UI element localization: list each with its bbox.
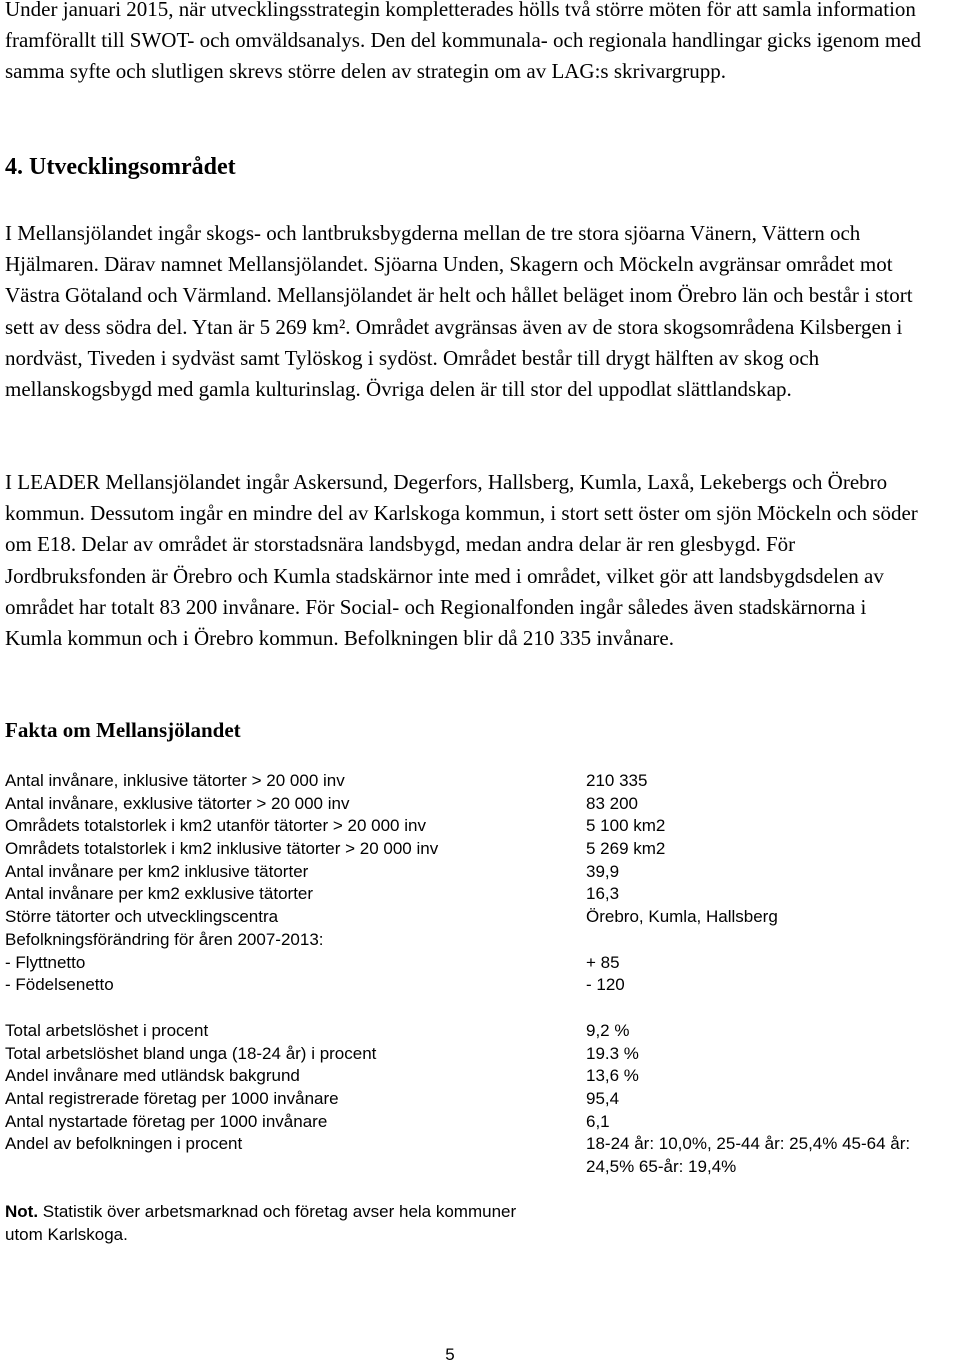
fact-label: Total arbetslöshet i procent [5,1021,209,1040]
fact-value: 9,2 % [586,1021,630,1040]
facts-heading: Fakta om Mellansjölandet [5,718,241,742]
fact-value: 18-24 år: 10,0%, 25-44 år: 25,4% 45-64 år: 24,5% 65-år: 19,4% [586,1134,911,1177]
fact-row [5,1065,960,1088]
fact-value: 39,9 [586,861,620,881]
fact-value: 19.3 % [586,1043,639,1063]
fact-value: 13,6 % [586,1066,639,1086]
fact-row [5,974,960,997]
fact-label: Befolkningsförändring för åren 2007-2013: [5,929,324,949]
fact-row [5,861,960,884]
fact-row [5,883,960,906]
fact-label: Antal registrerade företag per 1000 invånare [5,1089,339,1109]
fact-label: Större tätorter och utvecklingscentra [5,907,279,927]
fact-label: Total arbetslöshet bland unga (18-24 år) i procent [5,1043,377,1063]
fact-row [5,952,960,975]
area-paragraph: I Mellansjölandet ingår skogs- och lantbruksbygderna mellan de tre stora sjöarna Vänern, Vättern och Hjälmaren. Därav namnet Mellansjölandet. Sjöarna Unden, Skagern och Möckeln avgränsar området mot Västra Götaland och Värmland. Mellansjölandet är helt och hållet beläget inom Örebro län och består i stort sett av dess södra del. Ytan är 5 269 km². Området avgränsas även av de stora skogsområdena Kilsbergen i nordväst, Tiveden i sydväst samt Tylöskog i sydöst. Området består till drygt hälften av skog och mellanskogsbygd med gamla kulturinslag. Övriga delen är till stor del uppodlat slättlandskap. [5,221,913,402]
fact-row [5,929,960,952]
fact-label: Antal invånare, inklusive tätorter > 20 000 inv [5,771,345,790]
fact-row [5,1088,960,1111]
fact-value: Örebro, Kumla, Hallsberg [586,907,778,927]
fact-value: 210 335 [586,771,648,790]
fact-row [5,815,960,838]
fact-row [5,1043,960,1066]
fact-label: Antal invånare per km2 inklusive tätorter [5,861,309,881]
footnote [5,1201,525,1246]
footnote-text: Statistik över arbetsmarknad och företag avser hela kommuner utom Karlskoga. [5,1202,517,1244]
facts-table-economy [5,1020,960,1179]
fact-label: Antal invånare per km2 exklusive tätorter [5,884,314,904]
fact-label: - Flyttnetto [5,952,86,972]
fact-value: 83 200 [586,793,638,813]
fact-label: Andel invånare med utländsk bakgrund [5,1066,300,1086]
fact-value: 5 100 km2 [586,816,666,836]
fact-value: 95,4 [586,1089,620,1109]
fact-label: Områdets totalstorlek i km2 utanför tätorter > 20 000 inv [5,816,426,836]
fact-row [5,838,960,861]
fact-row [5,1020,960,1043]
fact-row [5,793,960,816]
fact-value: 5 269 km2 [586,839,666,859]
page-number: 5 [445,1345,455,1364]
intro-paragraph: Under januari 2015, när utvecklingsstrategin kompletterades hölls två större möten för att samla information framförallt till SWOT- och omväldsanalys. Den del kommunala- och regionala handlingar gicks igenom med samma syfte och slutligen skrevs större delen av strategin om av LAG:s skrivargrupp. [5,0,921,84]
fact-value: 16,3 [586,884,620,904]
fact-row [5,1133,960,1178]
fact-value: 6,1 [586,1111,610,1131]
section-heading: 4. Utvecklingsområdet [5,154,236,180]
fact-label: Områdets totalstorlek i km2 inklusive tätorter > 20 000 inv [5,839,439,859]
fact-row [5,770,960,793]
fact-row [5,906,960,929]
fact-label: Andel av befolkningen i procent [5,1134,243,1154]
fact-row [5,1111,960,1134]
leader-paragraph: I LEADER Mellansjölandet ingår Askersund, Degerfors, Hallsberg, Kumla, Laxå, Lekebergs och Örebro kommun. Dessutom ingår en mindre del av Karlskoga kommun, i stort sett öster om sjön Möckeln och söder om E18. Delar av området är storstadsnära landsbygd, medan andra delar är ren glesbygd. För Jordbruksfonden är Örebro och Kumla stadskärnor inte med i området, vilket gör att landsbygdsdelen av området har totalt 83 200 invånare. För Social- och Regionalfonden ingår således även stadskärnorna i Kumla kommun och i Örebro kommun. Befolkningen blir då 210 335 invånare. [5,470,918,651]
facts-table-population [5,770,960,997]
fact-value: - 120 [586,975,625,995]
footnote-label: Not. [5,1202,39,1221]
fact-label: Antal invånare, exklusive tätorter > 20 000 inv [5,793,350,813]
fact-label: - Födelsenetto [5,975,114,995]
fact-label: Antal nystartade företag per 1000 invånare [5,1111,328,1131]
fact-value: + 85 [586,952,620,972]
